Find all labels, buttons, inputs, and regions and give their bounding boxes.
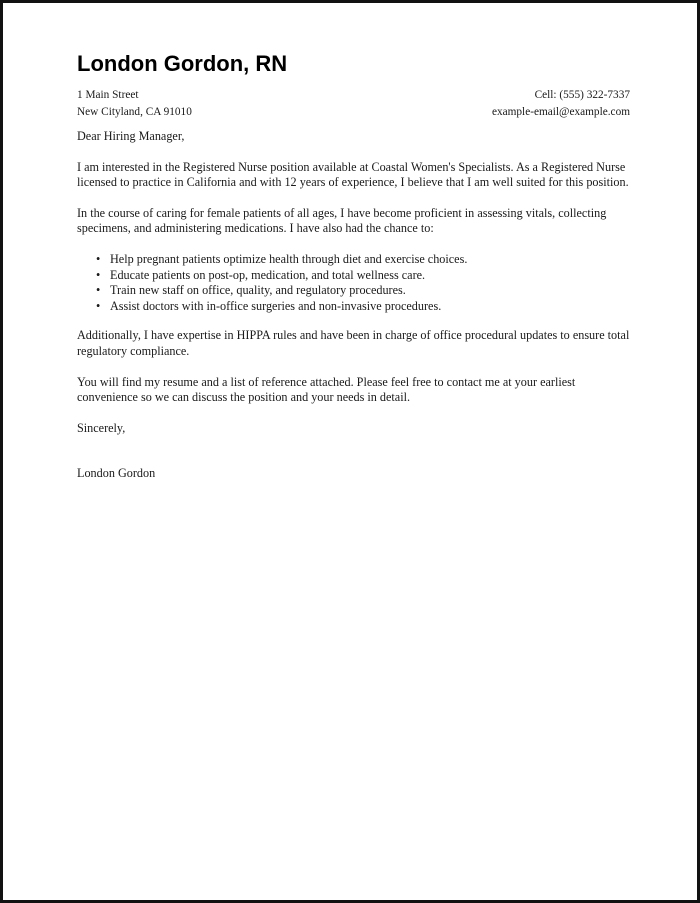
address-line-1: 1 Main Street: [77, 89, 139, 101]
paragraph-intro: I am interested in the Registered Nurse position available at Coastal Women's Specialists. As a Registered Nurse licensed to practice in California and with 12 years of experience, I believe that I am well suited for this position.: [77, 159, 629, 190]
list-item: [96, 299, 630, 315]
contact-row-1: [77, 87, 630, 104]
closing: Sincerely,: [77, 420, 126, 435]
applicant-name: London Gordon, RN: [77, 51, 288, 76]
paragraph-expertise: Additionally, I have expertise in HIPPA rules and have been in charge of office procedural updates to ensure total regulatory compliance.: [77, 328, 630, 358]
email-address: example-email@example.com: [491, 105, 630, 118]
list-item-text: Help pregnant patients optimize health through diet and exercise choices.: [110, 251, 468, 266]
list-item: [96, 268, 630, 284]
bullet-icon: •: [96, 267, 101, 282]
phone-number: Cell: (555) 322-7337: [534, 89, 630, 101]
skills-list: [77, 252, 630, 314]
list-item-text: Train new staff on office, quality, and regulatory procedures.: [110, 283, 406, 298]
contact-row-2: [77, 104, 630, 121]
address-line-2: New Cityland, CA 91010: [77, 105, 192, 118]
list-item: [96, 252, 630, 268]
signature-name: London Gordon: [77, 466, 156, 481]
cover-letter: [77, 50, 630, 482]
list-item-text: Assist doctors with in-office surgeries and non-invasive procedures.: [110, 298, 442, 313]
bullet-icon: •: [96, 251, 101, 266]
paragraph-experience: In the course of caring for female patients of all ages, I have become proficient in assessing vitals, collecting specimens, and administering medications. I have also had the chance to:: [77, 205, 607, 236]
list-item-text: Educate patients on post-op, medication, and total wellness care.: [110, 267, 426, 282]
list-item: [96, 283, 630, 299]
bullet-icon: •: [96, 283, 101, 298]
bullet-icon: •: [96, 298, 101, 313]
contact-block: [77, 87, 630, 120]
paragraph-closing: You will find my resume and a list of reference attached. Please feel free to contact me at your earliest convenience so we can discuss the position and your needs in detail.: [77, 374, 576, 405]
salutation: Dear Hiring Manager,: [77, 129, 185, 143]
